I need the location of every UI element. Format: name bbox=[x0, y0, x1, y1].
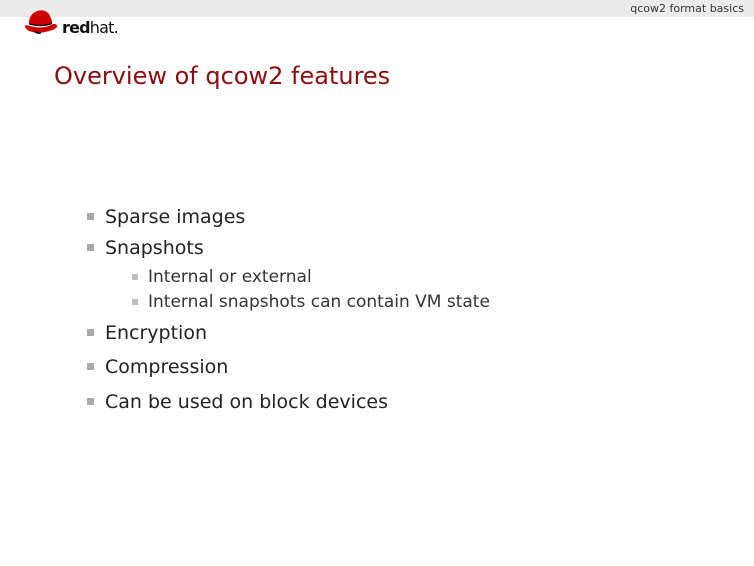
bullet-marker-icon bbox=[87, 329, 94, 336]
bullet-marker-icon bbox=[87, 244, 94, 251]
bullet-marker-icon bbox=[87, 398, 94, 405]
bullet-item bbox=[86, 354, 726, 381]
bullet-list bbox=[86, 204, 726, 416]
bullet-text: Encryption bbox=[105, 322, 208, 344]
sub-bullet-item bbox=[130, 290, 726, 315]
bullet-text: Can be used on block devices bbox=[105, 391, 388, 413]
sub-bullet-item bbox=[130, 265, 726, 290]
bullet-text: Sparse images bbox=[105, 206, 246, 228]
bullet-marker-icon bbox=[87, 213, 94, 220]
redhat-logo bbox=[23, 8, 123, 38]
sub-bullet-marker-icon bbox=[132, 299, 138, 305]
slide-title: Overview of qcow2 features bbox=[54, 62, 391, 90]
bullet-marker-icon bbox=[87, 363, 94, 370]
bullet-item bbox=[86, 389, 726, 416]
sub-bullet-marker-icon bbox=[132, 274, 138, 280]
bullet-item bbox=[86, 204, 726, 231]
sub-bullet-list bbox=[86, 265, 726, 315]
presentation-title: qcow2 format basics bbox=[630, 2, 744, 15]
logo-word-regular: hat. bbox=[89, 18, 118, 37]
bullet-item bbox=[86, 320, 726, 347]
bullet-text: Snapshots bbox=[105, 237, 204, 259]
redhat-wordmark bbox=[62, 19, 118, 36]
red-fedora-hat-icon bbox=[23, 8, 61, 36]
bullet-text: Compression bbox=[105, 356, 229, 378]
sub-bullet-text: Internal or external bbox=[148, 267, 312, 287]
sub-bullet-text: Internal snapshots can contain VM state bbox=[148, 292, 490, 312]
bullet-item bbox=[86, 235, 726, 262]
sub-bullet-group bbox=[86, 265, 726, 315]
logo-word-bold: red bbox=[62, 18, 90, 37]
